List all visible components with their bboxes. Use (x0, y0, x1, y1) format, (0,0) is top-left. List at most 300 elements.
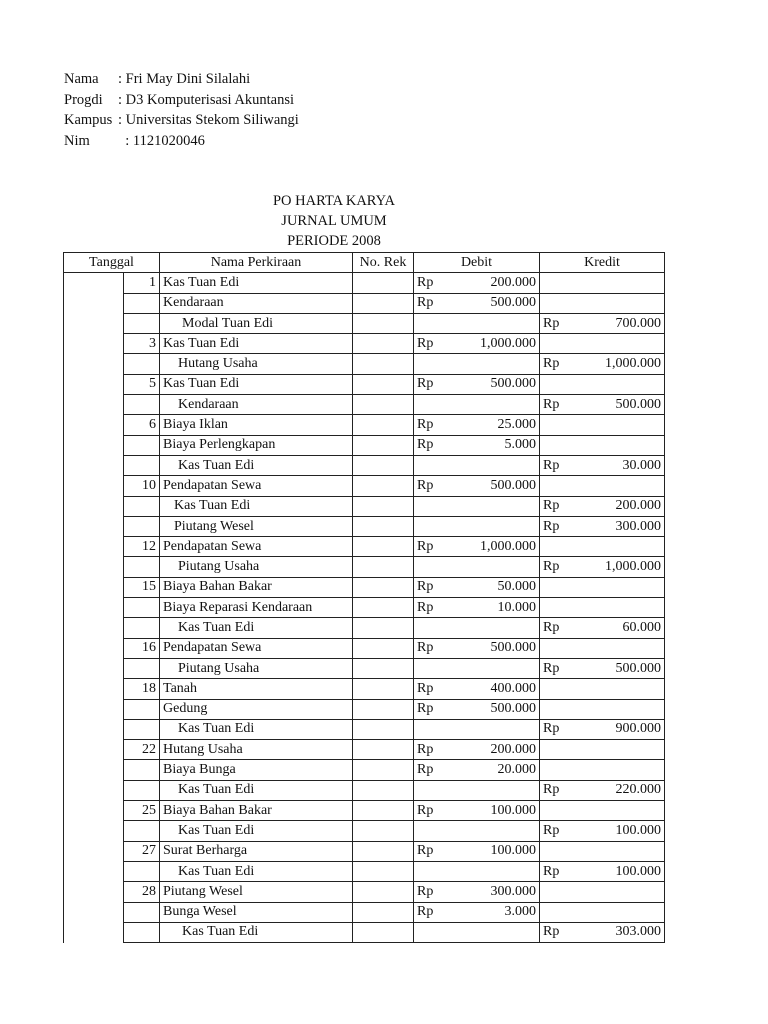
day-cell: 25 (124, 801, 160, 821)
day-cell: 16 (124, 638, 160, 658)
debit-currency-cell (414, 821, 454, 841)
account-name-cell: Kas Tuan Edi (160, 861, 353, 881)
table-row (64, 638, 665, 658)
identity-row-nama (64, 69, 299, 90)
credit-amount-cell (580, 374, 665, 394)
credit-currency-cell: Rp (540, 821, 580, 841)
credit-amount-cell (580, 293, 665, 313)
credit-amount-cell (580, 415, 665, 435)
debit-amount-cell (454, 354, 540, 374)
tanggal-margin-cell (64, 801, 124, 821)
day-cell: 3 (124, 334, 160, 354)
account-name-cell: Kas Tuan Edi (160, 618, 353, 638)
report-period: PERIODE 2008 (287, 233, 381, 249)
credit-amount-cell: 700.000 (580, 313, 665, 333)
no-rek-cell (353, 455, 414, 475)
tanggal-margin-cell (64, 821, 124, 841)
tanggal-margin-cell (64, 516, 124, 536)
credit-currency-cell (540, 882, 580, 902)
credit-currency-cell (540, 638, 580, 658)
table-header-row (64, 253, 665, 273)
credit-currency-cell: Rp (540, 618, 580, 638)
day-cell: 15 (124, 577, 160, 597)
debit-amount-cell (454, 313, 540, 333)
no-rek-cell (353, 861, 414, 881)
table-row (64, 273, 665, 293)
debit-currency-cell (414, 922, 454, 942)
no-rek-cell (353, 537, 414, 557)
tanggal-margin-cell (64, 293, 124, 313)
credit-currency-cell (540, 902, 580, 922)
credit-amount-cell: 1,000.000 (580, 557, 665, 577)
debit-currency-cell: Rp (414, 679, 454, 699)
student-identity (64, 69, 299, 151)
day-cell: 12 (124, 537, 160, 557)
credit-amount-cell (580, 801, 665, 821)
credit-currency-cell (540, 801, 580, 821)
debit-currency-cell: Rp (414, 537, 454, 557)
table-row (64, 801, 665, 821)
tanggal-margin-cell (64, 699, 124, 719)
tanggal-margin-cell (64, 557, 124, 577)
day-cell (124, 861, 160, 881)
day-cell (124, 516, 160, 536)
debit-currency-cell (414, 861, 454, 881)
header-nama-perkiraan: Nama Perkiraan (160, 253, 353, 273)
credit-amount-cell: 1,000.000 (580, 354, 665, 374)
tanggal-margin-cell (64, 455, 124, 475)
day-cell (124, 313, 160, 333)
tanggal-margin-cell (64, 861, 124, 881)
credit-currency-cell: Rp (540, 354, 580, 374)
account-name-cell: Pendapatan Sewa (160, 476, 353, 496)
tanggal-margin-cell (64, 841, 124, 861)
tanggal-margin-cell (64, 577, 124, 597)
credit-amount-cell (580, 476, 665, 496)
debit-currency-cell: Rp (414, 598, 454, 618)
debit-currency-cell: Rp (414, 374, 454, 394)
tanggal-margin-cell (64, 395, 124, 415)
credit-amount-cell: 100.000 (580, 861, 665, 881)
company-name: PO HARTA KARYA (272, 193, 396, 209)
table-row (64, 760, 665, 780)
report-name: JURNAL UMUM (281, 213, 387, 229)
debit-currency-cell (414, 618, 454, 638)
debit-amount-cell: 100.000 (454, 801, 540, 821)
identity-row-kampus (64, 110, 299, 131)
debit-amount-cell (454, 455, 540, 475)
no-rek-cell (353, 882, 414, 902)
debit-currency-cell: Rp (414, 293, 454, 313)
credit-amount-cell (580, 435, 665, 455)
credit-amount-cell (580, 841, 665, 861)
account-name-cell: Gedung (160, 699, 353, 719)
debit-amount-cell: 10.000 (454, 598, 540, 618)
table-row (64, 922, 665, 942)
credit-currency-cell: Rp (540, 496, 580, 516)
tanggal-margin-cell (64, 598, 124, 618)
no-rek-cell (353, 577, 414, 597)
credit-currency-cell (540, 598, 580, 618)
tanggal-margin-cell (64, 415, 124, 435)
debit-currency-cell (414, 354, 454, 374)
debit-amount-cell: 25.000 (454, 415, 540, 435)
table-row (64, 740, 665, 760)
no-rek-cell (353, 598, 414, 618)
account-name-cell: Kendaraan (160, 293, 353, 313)
account-name-cell: Tanah (160, 679, 353, 699)
tanggal-margin-cell (64, 537, 124, 557)
debit-amount-cell: 5.000 (454, 435, 540, 455)
credit-currency-cell: Rp (540, 780, 580, 800)
table-row (64, 313, 665, 333)
account-name-cell: Kas Tuan Edi (160, 821, 353, 841)
no-rek-cell (353, 679, 414, 699)
account-name-cell: Hutang Usaha (160, 354, 353, 374)
no-rek-cell (353, 273, 414, 293)
account-name-cell: Biaya Bunga (160, 760, 353, 780)
no-rek-cell (353, 395, 414, 415)
day-cell (124, 496, 160, 516)
day-cell (124, 699, 160, 719)
table-row (64, 882, 665, 902)
tanggal-margin-cell (64, 882, 124, 902)
day-cell: 27 (124, 841, 160, 861)
debit-amount-cell (454, 821, 540, 841)
credit-amount-cell (580, 537, 665, 557)
account-name-cell: Biaya Reparasi Kendaraan (160, 598, 353, 618)
debit-amount-cell (454, 516, 540, 536)
credit-currency-cell: Rp (540, 455, 580, 475)
header-tanggal: Tanggal (64, 253, 160, 273)
credit-amount-cell (580, 740, 665, 760)
no-rek-cell (353, 313, 414, 333)
credit-currency-cell: Rp (540, 719, 580, 739)
table-row (64, 455, 665, 475)
identity-row-progdi (64, 90, 299, 111)
debit-currency-cell (414, 455, 454, 475)
identity-value: : D3 Komputerisasi Akuntansi (118, 91, 295, 108)
account-name-cell: Piutang Usaha (160, 557, 353, 577)
day-cell (124, 658, 160, 678)
account-name-cell: Kas Tuan Edi (160, 374, 353, 394)
credit-amount-cell (580, 273, 665, 293)
credit-currency-cell (540, 740, 580, 760)
credit-amount-cell (580, 577, 665, 597)
tanggal-margin-cell (64, 740, 124, 760)
debit-amount-cell: 400.000 (454, 679, 540, 699)
account-name-cell: Kas Tuan Edi (160, 334, 353, 354)
no-rek-cell (353, 618, 414, 638)
no-rek-cell (353, 496, 414, 516)
debit-currency-cell: Rp (414, 841, 454, 861)
day-cell (124, 598, 160, 618)
credit-amount-cell (580, 679, 665, 699)
credit-currency-cell (540, 334, 580, 354)
credit-amount-cell: 30.000 (580, 455, 665, 475)
debit-currency-cell: Rp (414, 476, 454, 496)
day-cell (124, 719, 160, 739)
account-name-cell: Kas Tuan Edi (160, 922, 353, 942)
credit-amount-cell: 200.000 (580, 496, 665, 516)
tanggal-margin-cell (64, 313, 124, 333)
debit-amount-cell: 100.000 (454, 841, 540, 861)
account-name-cell: Pendapatan Sewa (160, 537, 353, 557)
debit-amount-cell (454, 618, 540, 638)
debit-amount-cell (454, 861, 540, 881)
account-name-cell: Kas Tuan Edi (160, 273, 353, 293)
debit-amount-cell: 500.000 (454, 476, 540, 496)
credit-amount-cell: 500.000 (580, 395, 665, 415)
table-row (64, 354, 665, 374)
tanggal-margin-cell (64, 658, 124, 678)
identity-row-nim (64, 131, 299, 152)
no-rek-cell (353, 516, 414, 536)
credit-currency-cell (540, 476, 580, 496)
credit-amount-cell (580, 760, 665, 780)
debit-currency-cell: Rp (414, 273, 454, 293)
header-debit: Debit (414, 253, 540, 273)
debit-currency-cell (414, 658, 454, 678)
credit-currency-cell (540, 374, 580, 394)
no-rek-cell (353, 699, 414, 719)
account-name-cell: Piutang Wesel (160, 516, 353, 536)
debit-amount-cell: 20.000 (454, 760, 540, 780)
credit-currency-cell (540, 679, 580, 699)
tanggal-margin-cell (64, 760, 124, 780)
account-name-cell: Biaya Iklan (160, 415, 353, 435)
debit-amount-cell: 500.000 (454, 638, 540, 658)
no-rek-cell (353, 740, 414, 760)
day-cell (124, 902, 160, 922)
debit-amount-cell (454, 922, 540, 942)
debit-amount-cell: 200.000 (454, 740, 540, 760)
account-name-cell: Piutang Usaha (160, 658, 353, 678)
table-row (64, 719, 665, 739)
table-row (64, 395, 665, 415)
no-rek-cell (353, 760, 414, 780)
day-cell (124, 455, 160, 475)
account-name-cell: Kendaraan (160, 395, 353, 415)
account-name-cell: Biaya Bahan Bakar (160, 577, 353, 597)
identity-label: Kampus (64, 112, 113, 128)
tanggal-margin-cell (64, 273, 124, 293)
debit-amount-cell: 200.000 (454, 273, 540, 293)
tanggal-margin-cell (64, 354, 124, 374)
no-rek-cell (353, 780, 414, 800)
table-row (64, 557, 665, 577)
no-rek-cell (353, 801, 414, 821)
credit-amount-cell (580, 638, 665, 658)
debit-amount-cell (454, 780, 540, 800)
debit-amount-cell: 3.000 (454, 902, 540, 922)
credit-currency-cell (540, 293, 580, 313)
no-rek-cell (353, 719, 414, 739)
debit-currency-cell (414, 516, 454, 536)
account-name-cell: Modal Tuan Edi (160, 313, 353, 333)
credit-currency-cell (540, 537, 580, 557)
day-cell (124, 293, 160, 313)
credit-currency-cell (540, 760, 580, 780)
no-rek-cell (353, 374, 414, 394)
debit-currency-cell: Rp (414, 415, 454, 435)
tanggal-margin-cell (64, 496, 124, 516)
day-cell (124, 395, 160, 415)
credit-currency-cell: Rp (540, 861, 580, 881)
debit-amount-cell: 300.000 (454, 882, 540, 902)
no-rek-cell (353, 821, 414, 841)
day-cell: 5 (124, 374, 160, 394)
debit-currency-cell: Rp (414, 882, 454, 902)
table-row (64, 334, 665, 354)
day-cell: 22 (124, 740, 160, 760)
account-name-cell: Kas Tuan Edi (160, 780, 353, 800)
credit-amount-cell: 100.000 (580, 821, 665, 841)
no-rek-cell (353, 354, 414, 374)
no-rek-cell (353, 557, 414, 577)
debit-amount-cell: 1,000.000 (454, 537, 540, 557)
credit-currency-cell: Rp (540, 557, 580, 577)
credit-amount-cell: 900.000 (580, 719, 665, 739)
debit-amount-cell (454, 496, 540, 516)
table-row (64, 415, 665, 435)
debit-currency-cell: Rp (414, 638, 454, 658)
day-cell: 28 (124, 882, 160, 902)
day-cell: 10 (124, 476, 160, 496)
table-row (64, 374, 665, 394)
debit-currency-cell (414, 496, 454, 516)
tanggal-margin-cell (64, 922, 124, 942)
table-row (64, 537, 665, 557)
journal-body (64, 273, 665, 943)
header-kredit: Kredit (540, 253, 665, 273)
day-cell (124, 780, 160, 800)
credit-currency-cell (540, 699, 580, 719)
debit-currency-cell (414, 313, 454, 333)
debit-currency-cell: Rp (414, 577, 454, 597)
table-row (64, 476, 665, 496)
day-cell (124, 557, 160, 577)
table-row (64, 598, 665, 618)
no-rek-cell (353, 922, 414, 942)
identity-value: : Universitas Stekom Siliwangi (118, 112, 299, 128)
no-rek-cell (353, 334, 414, 354)
credit-currency-cell (540, 415, 580, 435)
table-row (64, 861, 665, 881)
debit-currency-cell: Rp (414, 699, 454, 719)
table-row (64, 496, 665, 516)
debit-amount-cell (454, 658, 540, 678)
table-row (64, 577, 665, 597)
table-row (64, 516, 665, 536)
debit-currency-cell (414, 395, 454, 415)
no-rek-cell (353, 658, 414, 678)
day-cell (124, 922, 160, 942)
debit-amount-cell: 1,000.000 (454, 334, 540, 354)
no-rek-cell (353, 293, 414, 313)
report-title (60, 191, 608, 251)
tanggal-margin-cell (64, 374, 124, 394)
account-name-cell: Piutang Wesel (160, 882, 353, 902)
tanggal-margin-cell (64, 618, 124, 638)
credit-currency-cell: Rp (540, 313, 580, 333)
account-name-cell: Pendapatan Sewa (160, 638, 353, 658)
credit-currency-cell (540, 841, 580, 861)
table-row (64, 435, 665, 455)
credit-currency-cell (540, 577, 580, 597)
debit-currency-cell: Rp (414, 760, 454, 780)
table-row (64, 679, 665, 699)
debit-amount-cell (454, 395, 540, 415)
tanggal-margin-cell (64, 902, 124, 922)
identity-label: Nama (64, 71, 99, 87)
debit-currency-cell: Rp (414, 902, 454, 922)
credit-amount-cell: 60.000 (580, 618, 665, 638)
tanggal-margin-cell (64, 679, 124, 699)
debit-currency-cell (414, 557, 454, 577)
credit-currency-cell (540, 435, 580, 455)
account-name-cell: Bunga Wesel (160, 902, 353, 922)
tanggal-margin-cell (64, 435, 124, 455)
table-row (64, 293, 665, 313)
day-cell (124, 354, 160, 374)
debit-amount-cell (454, 719, 540, 739)
day-cell (124, 821, 160, 841)
table-row (64, 699, 665, 719)
debit-currency-cell: Rp (414, 334, 454, 354)
no-rek-cell (353, 902, 414, 922)
account-name-cell: Kas Tuan Edi (160, 455, 353, 475)
account-name-cell: Surat Berharga (160, 841, 353, 861)
tanggal-margin-cell (64, 719, 124, 739)
credit-amount-cell (580, 902, 665, 922)
no-rek-cell (353, 841, 414, 861)
day-cell: 1 (124, 273, 160, 293)
debit-amount-cell: 500.000 (454, 293, 540, 313)
credit-amount-cell (580, 334, 665, 354)
identity-value: : 1121020046 (118, 132, 205, 149)
general-journal-table (63, 252, 665, 943)
account-name-cell: Hutang Usaha (160, 740, 353, 760)
debit-currency-cell: Rp (414, 435, 454, 455)
debit-amount-cell: 500.000 (454, 699, 540, 719)
credit-currency-cell: Rp (540, 516, 580, 536)
identity-label: Progdi (64, 91, 103, 108)
credit-amount-cell: 300.000 (580, 516, 665, 536)
day-cell (124, 760, 160, 780)
header-no-rek: No. Rek (353, 253, 414, 273)
credit-amount-cell (580, 598, 665, 618)
table-row (64, 618, 665, 638)
table-row (64, 780, 665, 800)
credit-currency-cell (540, 273, 580, 293)
account-name-cell: Biaya Bahan Bakar (160, 801, 353, 821)
identity-label: Nim (64, 132, 90, 149)
account-name-cell: Kas Tuan Edi (160, 719, 353, 739)
no-rek-cell (353, 435, 414, 455)
table-row (64, 902, 665, 922)
debit-amount-cell: 50.000 (454, 577, 540, 597)
identity-value: : Fri May Dini Silalahi (118, 71, 251, 87)
day-cell (124, 618, 160, 638)
table-row (64, 841, 665, 861)
day-cell: 6 (124, 415, 160, 435)
tanggal-margin-cell (64, 476, 124, 496)
credit-currency-cell: Rp (540, 922, 580, 942)
no-rek-cell (353, 476, 414, 496)
credit-amount-cell (580, 699, 665, 719)
day-cell: 18 (124, 679, 160, 699)
